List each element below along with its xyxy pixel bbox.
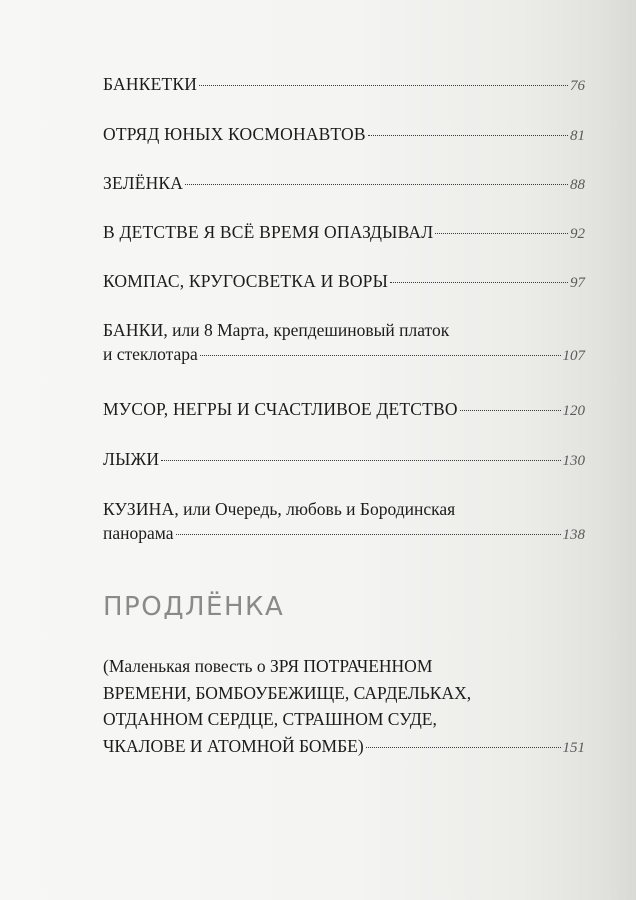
- toc-entry-v-detstve[interactable]: [103, 220, 585, 246]
- toc-entry-page: 107: [562, 348, 585, 364]
- toc-entry-subtitle: , или Очередь, любовь и Бородинская: [174, 499, 456, 519]
- toc-entry-title: ЛЫЖИ: [103, 449, 160, 469]
- toc-entry-otryad[interactable]: [103, 122, 585, 148]
- toc-entry-page: 120: [562, 403, 585, 419]
- story-title-line: ЧКАЛОВЕ И АТОМНОЙ БОМБЕ): [103, 735, 364, 756]
- toc-entry-kuzina[interactable]: [103, 497, 585, 547]
- toc-entry-page: 130: [562, 453, 585, 469]
- toc-entry-zelenka[interactable]: [103, 171, 585, 197]
- story-title-line: ВРЕМЕНИ, БОМБОУБЕЖИЩЕ, САРДЕЛЬКАХ,: [103, 682, 472, 703]
- toc-entry-page: 151: [562, 739, 585, 756]
- story-title-line: (Маленькая повесть о ЗРЯ ПОТРАЧЕННОМ: [103, 656, 433, 676]
- leader-dots: [460, 410, 561, 411]
- toc-entry-title-line1: [103, 497, 585, 521]
- toc-entry-page: 92: [570, 226, 585, 242]
- toc-entry-banki[interactable]: [103, 318, 585, 368]
- toc-entry-banketki[interactable]: [103, 72, 585, 98]
- leader-dots: [390, 282, 568, 283]
- leader-dots: [368, 135, 568, 136]
- toc-entry-title: ОТРЯД ЮНЫХ КОСМОНАВТОВ: [103, 124, 366, 144]
- leader-dots: [435, 233, 568, 234]
- toc-entry-page: 138: [562, 527, 585, 543]
- leader-dots: [176, 534, 561, 535]
- toc-entry-subtitle: , или 8 Марта, крепдешиновый платок: [163, 320, 450, 340]
- toc-entry-musor[interactable]: [103, 397, 585, 423]
- toc-entry-title-line1: [103, 318, 585, 342]
- toc-entry-page: 88: [570, 177, 585, 193]
- leader-dots: [185, 184, 568, 185]
- toc-entry-kompas[interactable]: [103, 269, 585, 295]
- toc-entry-title: ЗЕЛЁНКА: [103, 173, 184, 193]
- toc-entry-page: 97: [570, 275, 585, 291]
- toc-entry-page: 81: [570, 128, 585, 144]
- leader-dots: [200, 355, 561, 356]
- toc-entry-title: В ДЕТСТВЕ Я ВСЁ ВРЕМЯ ОПАЗДЫВАЛ: [103, 222, 434, 242]
- leader-dots: [366, 747, 561, 748]
- story-title-line: ОТДАННОМ СЕРДЦЕ, СТРАШНОМ СУДЕ,: [103, 709, 437, 729]
- toc-entry-title-line2: панорама: [103, 523, 174, 543]
- toc-entry-prodlenka-story[interactable]: [103, 653, 585, 761]
- toc-entry-title-caps: КУЗИНА: [103, 499, 175, 519]
- toc-entry-title: КОМПАС, КРУГОСВЕТКА И ВОРЫ: [103, 271, 389, 291]
- toc-entry-lyzhi[interactable]: [103, 447, 585, 473]
- leader-dots: [161, 460, 560, 461]
- toc-entry-title-caps: БАНКИ: [103, 320, 164, 340]
- toc-entry-title: БАНКЕТКИ: [103, 74, 198, 94]
- section-heading: ПРОДЛЁНКА: [103, 592, 285, 622]
- toc-entry-title-line2: и стеклотара: [103, 344, 198, 364]
- toc-entry-page: 76: [570, 78, 585, 94]
- leader-dots: [199, 85, 568, 86]
- toc-entry-title: МУСОР, НЕГРЫ И СЧАСТЛИВОЕ ДЕТСТВО: [103, 399, 458, 419]
